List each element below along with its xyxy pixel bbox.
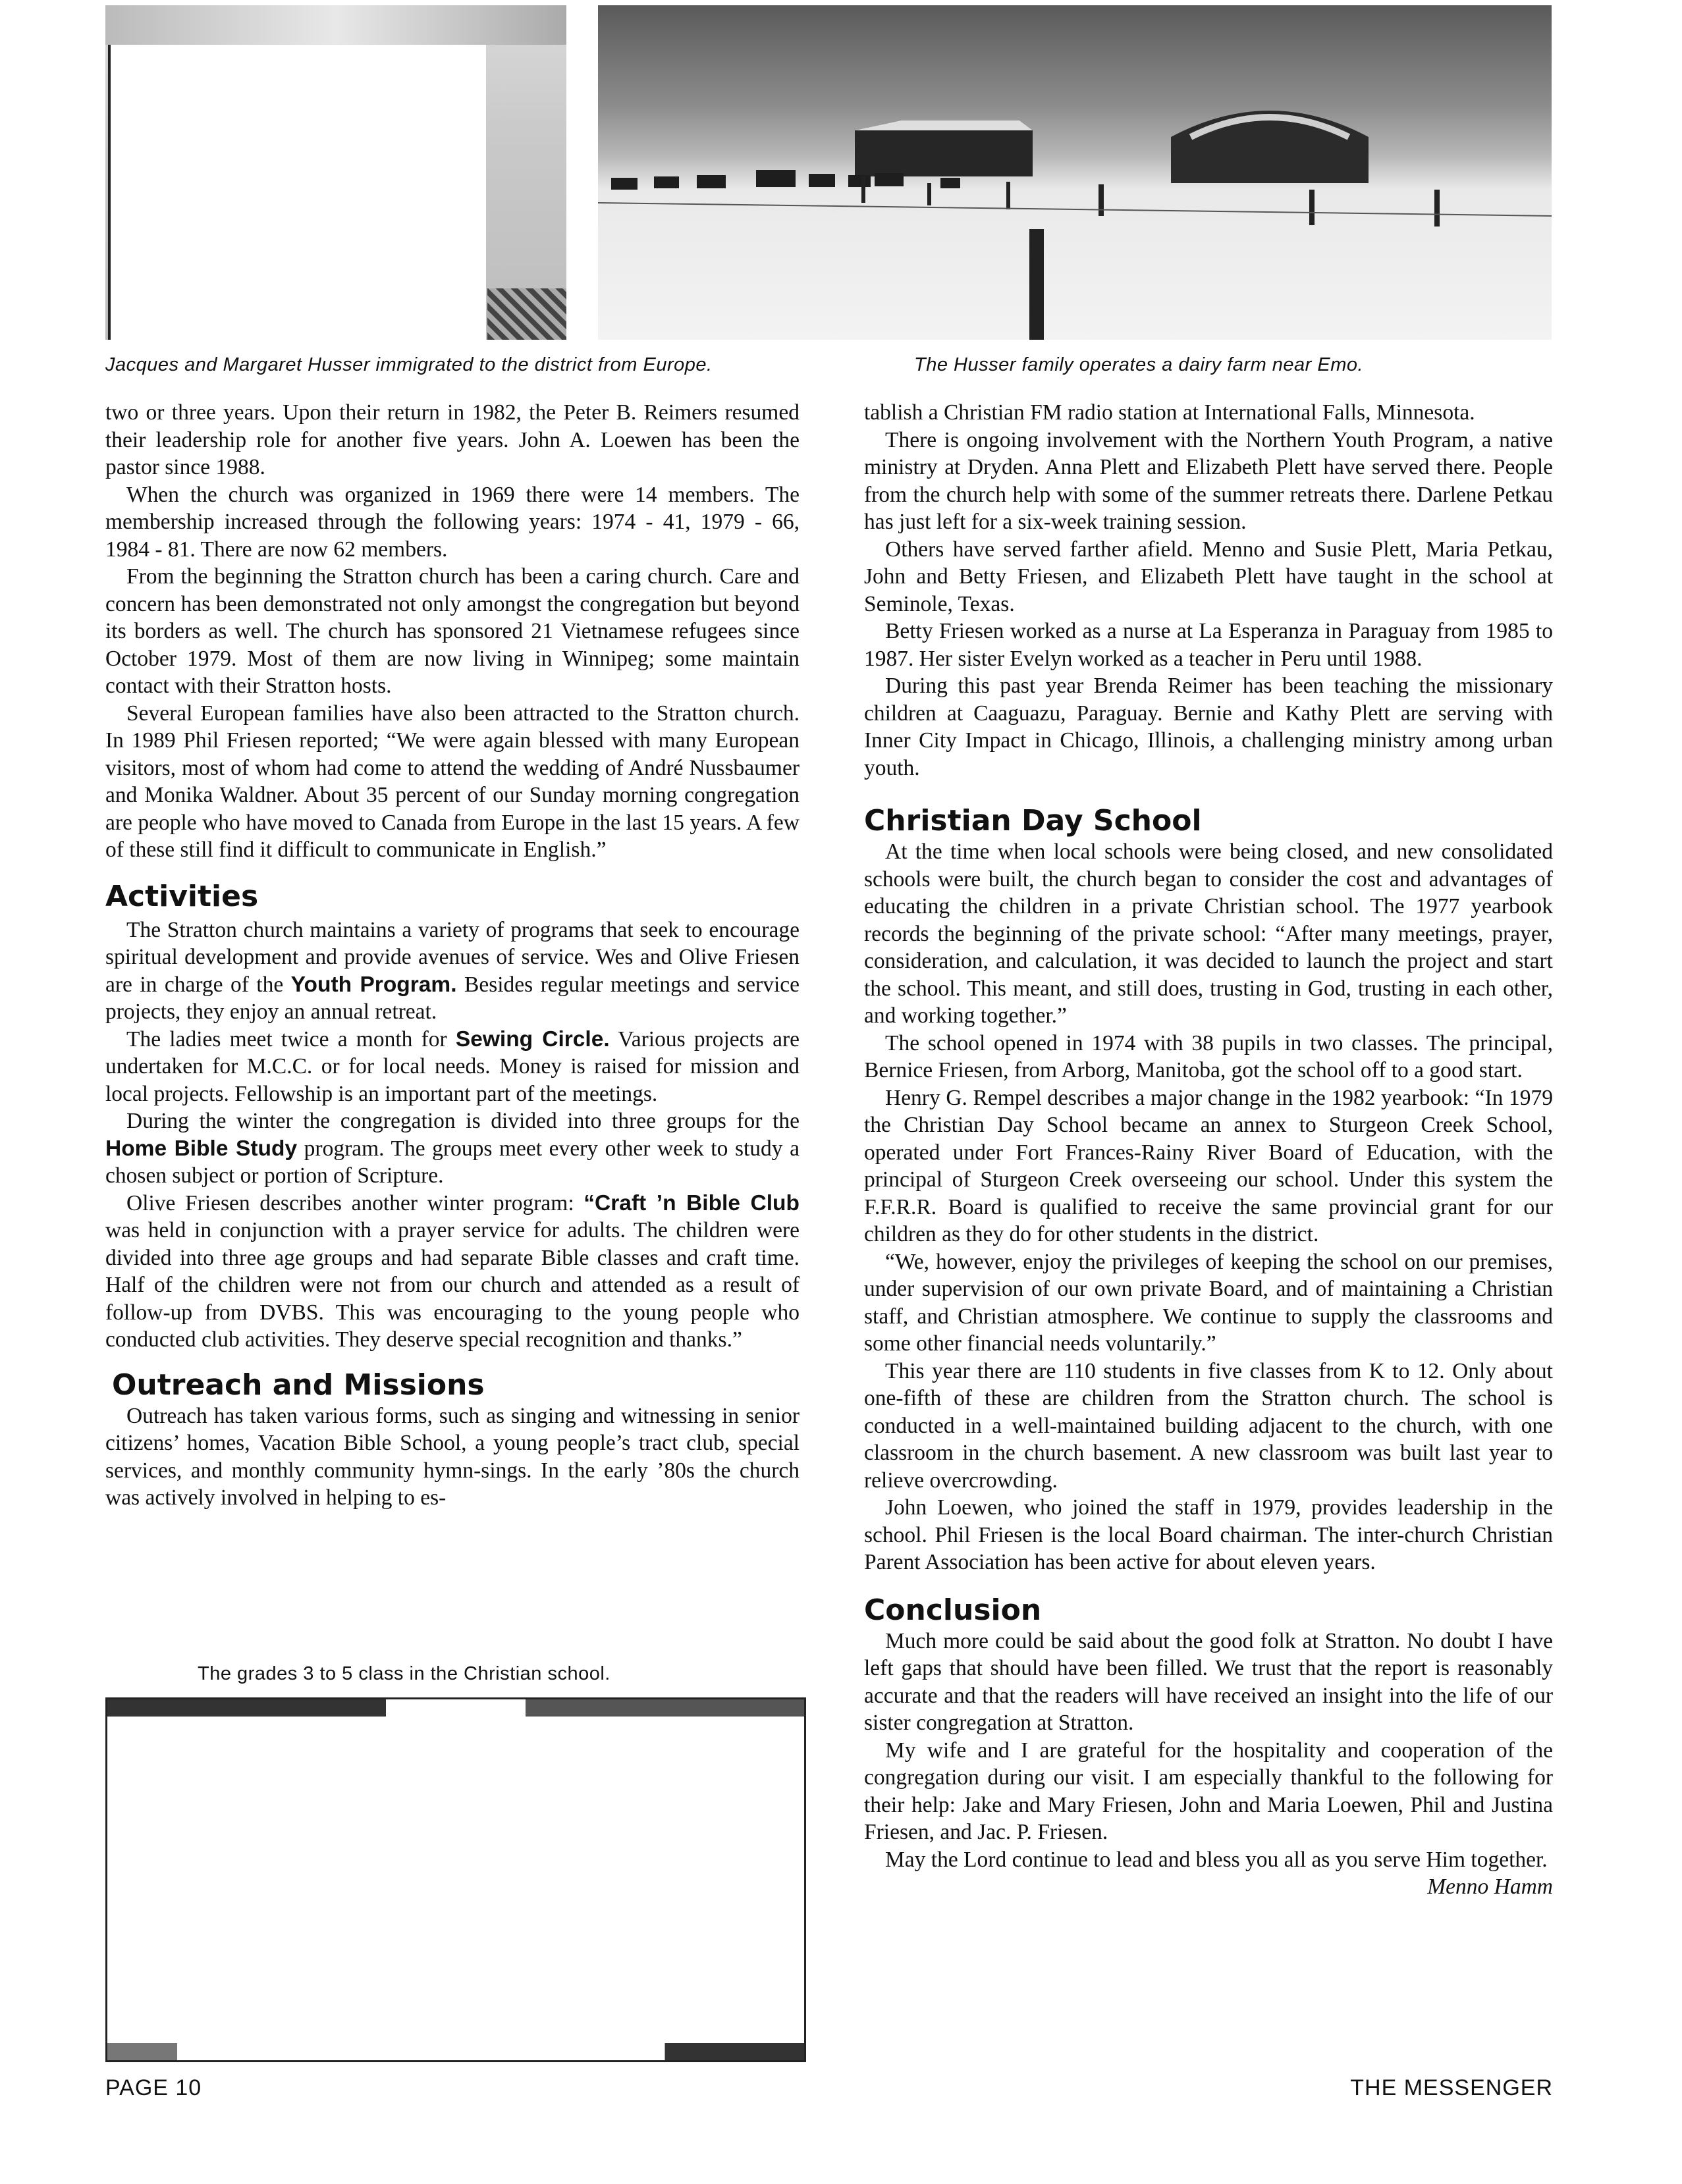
text-run: program. The groups meet every other week to study a chosen subject or portion of Scripture. [105,1136,800,1188]
paragraph: This year there are 110 students in five classes from K to 12. Only about one-fifth of these are children from the Stratton church. The school is conducted in a well-maintained building adjacent to the church, with one classroom in the church basement. A new classroom was built last year to relieve overcrowding. [864,1358,1553,1493]
text-run: Various projects are undertaken for M.C.C. or for local needs. Money is raised for mission and local projects. Fellowship is an important part of the meetings. [105,1026,800,1106]
photo-top-strip [107,1699,804,1717]
publication-name: THE MESSENGER [1350,2075,1553,2100]
program-name-craft-club: “Craft ’n Bible Club [583,1190,800,1215]
paragraph: May the Lord continue to lead and bless you all as you serve Him together. [885,1847,1548,1872]
paragraph [105,1190,800,1354]
text-run: was held in conjunction with a prayer service for adults. The children were divided into three age groups and had separate Bible classes and craft time. Half of the children were not from our church and attended as a result of follow-up from DVBS. This was encouraging to the young people who conducted club activities. They deserve special recognition and thanks.” [105,1218,800,1352]
photo-dairy-farm [598,5,1552,340]
paragraph: My wife and I are grateful for the hospitality and cooperation of the congregation during our visit. I am especially thankful to the following for their help: Jake and Mary Friesen, John and Maria Loewen, Phil and Justina Friesen, and Jac. P. Friesen. [864,1738,1553,1844]
paragraph: At the time when local schools were being closed, and new consolidated schools were built, the church began to consider the cost and advantages of educating the children in a private Christian school. The 1977 yearbook records the beginning of the private school: “After many meetings, prayer, consideration, and calculation, it was decided to launch the project and start the school. This meant, and still does, trusting in God, trusting in each other, and working together.” [864,839,1553,1028]
paragraph [105,917,800,1026]
paragraph: Much more could be said about the good folk at Stratton. No doubt I have left gaps that should have been filled. We trust that the report is reasonably accurate and that the readers will have received an insight into the life of our sister congregation at Stratton. [864,1628,1553,1735]
paragraph: Others have served farther afield. Menno and Susie Plett, Maria Petkau, John and Betty Friesen, and Elizabeth Plett have taught in the school at Seminole, Texas. [864,537,1553,616]
paragraph: From the beginning the Stratton church has been a caring church. Care and concern has been demonstrated not only amongst the congregation but beyond its borders as well. The church has sponsored 21 Vietnamese refugees since October 1979. Most of them are now living in Winnipeg; some maintain contact with their Stratton hosts. [105,564,800,698]
photo-husser-couple [105,5,566,340]
heading-christian-day-school: Christian Day School [864,804,1202,838]
paragraph: When the church was organized in 1969 there were 14 members. The membership increased through the following years: 1974 - 41, 1979 - 66, 1984 - 81. There are now 62 members. [105,482,800,562]
page-number: PAGE 10 [105,2075,202,2100]
paragraph: “We, however, enjoy the privileges of keeping the school on our premises, under supervision of our own private Board, and of maintaining a Christian staff, and Christian atmosphere. We continue to supply the classrooms and some other financial needs voluntarily.” [864,1249,1553,1356]
text-run: The Stratton church maintains a variety of programs that seek to encourage spiritual development and provide avenues of service. Wes and Olive Friesen are in charge of the [105,917,800,997]
text-run: During the winter the congregation is divided into three groups for the [126,1109,800,1133]
left-column [105,399,800,1512]
paragraph: Outreach has taken various forms, such as singing and witnessing in senior citizens’ homes, Vacation Bible School, a young people’s tract club, special services, and monthly community hymn-sings. In the early ’80s the church was actively involved in helping to es- [105,1403,800,1510]
right-column [864,399,1553,1901]
caption-dairy-farm: The Husser family operates a dairy farm near Emo. [914,354,1364,375]
photo-redacted-area [108,45,486,340]
paragraph: two or three years. Upon their return in 1982, the Peter B. Reimers resumed their leadership role for another five years. John A. Loewen has been the pastor since 1988. [105,400,800,479]
caption-husser-couple: Jacques and Margaret Husser immigrated to the district from Europe. [105,354,713,375]
paragraph: Several European families have also been attracted to the Stratton church. In 1989 Phil Friesen reported; “We were again blessed with many European visitors, most of whom had come to attend the wedding of André Nussbaumer and Monika Waldner. About 35 percent of our Sunday morning congregation are people who have moved to Canada from Europe in the last 15 years. A few of these still find it difficult to communicate in English.” [105,701,800,862]
photo-grades-class [105,1697,806,2062]
photo-bottom-strip [107,2043,804,2060]
paragraph: There is ongoing involvement with the Northern Youth Program, a native ministry at Dryden. Anna Plett and Elizabeth Plett have served there. People from the church help with some of the summer retreats there. Darlene Petkau has just left for a six-week training session. [864,427,1553,534]
text-run: Besides regular meetings and service projects, they enjoy an annual retreat. [105,972,800,1024]
caption-class-photo: The grades 3 to 5 class in the Christian school. [198,1663,610,1684]
paragraph: Henry G. Rempel describes a major change in the 1982 yearbook: “In 1979 the Christian Day School became an annex to Sturgeon Creek School, operated under Fort Frances-Rainy River Board of Education, with the principal of Sturgeon Creek overseeing our school. Under this system the F.F.R.R. Board is qualified to receive the same provincial grant for our children as they do for other students in the district. [864,1085,1553,1246]
program-name-bible-study: Home Bible Study [105,1136,298,1161]
program-name-sewing: Sewing Circle. [455,1026,610,1052]
paragraph [105,1026,800,1108]
text-run: The ladies meet twice a month for [126,1026,456,1052]
paragraph: The school opened in 1974 with 38 pupils in two classes. The principal, Bernice Friesen, from Arborg, Manitoba, got the school off to a good start. [864,1030,1553,1082]
paragraph [105,1107,800,1190]
heading-conclusion: Conclusion [864,1593,1042,1627]
heading-outreach: Outreach and Missions [112,1368,485,1402]
paragraph: tablish a Christian FM radio station at International Falls, Minnesota. [864,400,1475,425]
paragraph: During this past year Brenda Reimer has been teaching the missionary children at Caaguazu, Paraguay. Bernie and Kathy Plett are serving with Inner City Impact in Chicago, Illinois, a challenging ministry among urban youth. [864,674,1553,780]
heading-activities: Activities [105,879,259,913]
text-run: Olive Friesen describes another winter program: [126,1190,584,1215]
photo-fabric-detail [487,288,566,340]
farm-scene-illustration [598,5,1552,340]
program-name-youth: Youth Program. [290,972,457,997]
signature-line [864,1873,1553,1901]
photo-top-strip [105,5,566,45]
paragraph: Betty Friesen worked as a nurse at La Esperanza in Paraguay from 1985 to 1987. Her sister Evelyn worked as a teacher in Peru until 1988. [864,619,1553,671]
paragraph: John Loewen, who joined the staff in 1979, provides leadership in the school. Phil Friesen is the local Board chairman. The inter-church Christian Parent Association has been active for about eleven years. [864,1495,1553,1574]
author-name: Menno Hamm [1427,1875,1553,1899]
